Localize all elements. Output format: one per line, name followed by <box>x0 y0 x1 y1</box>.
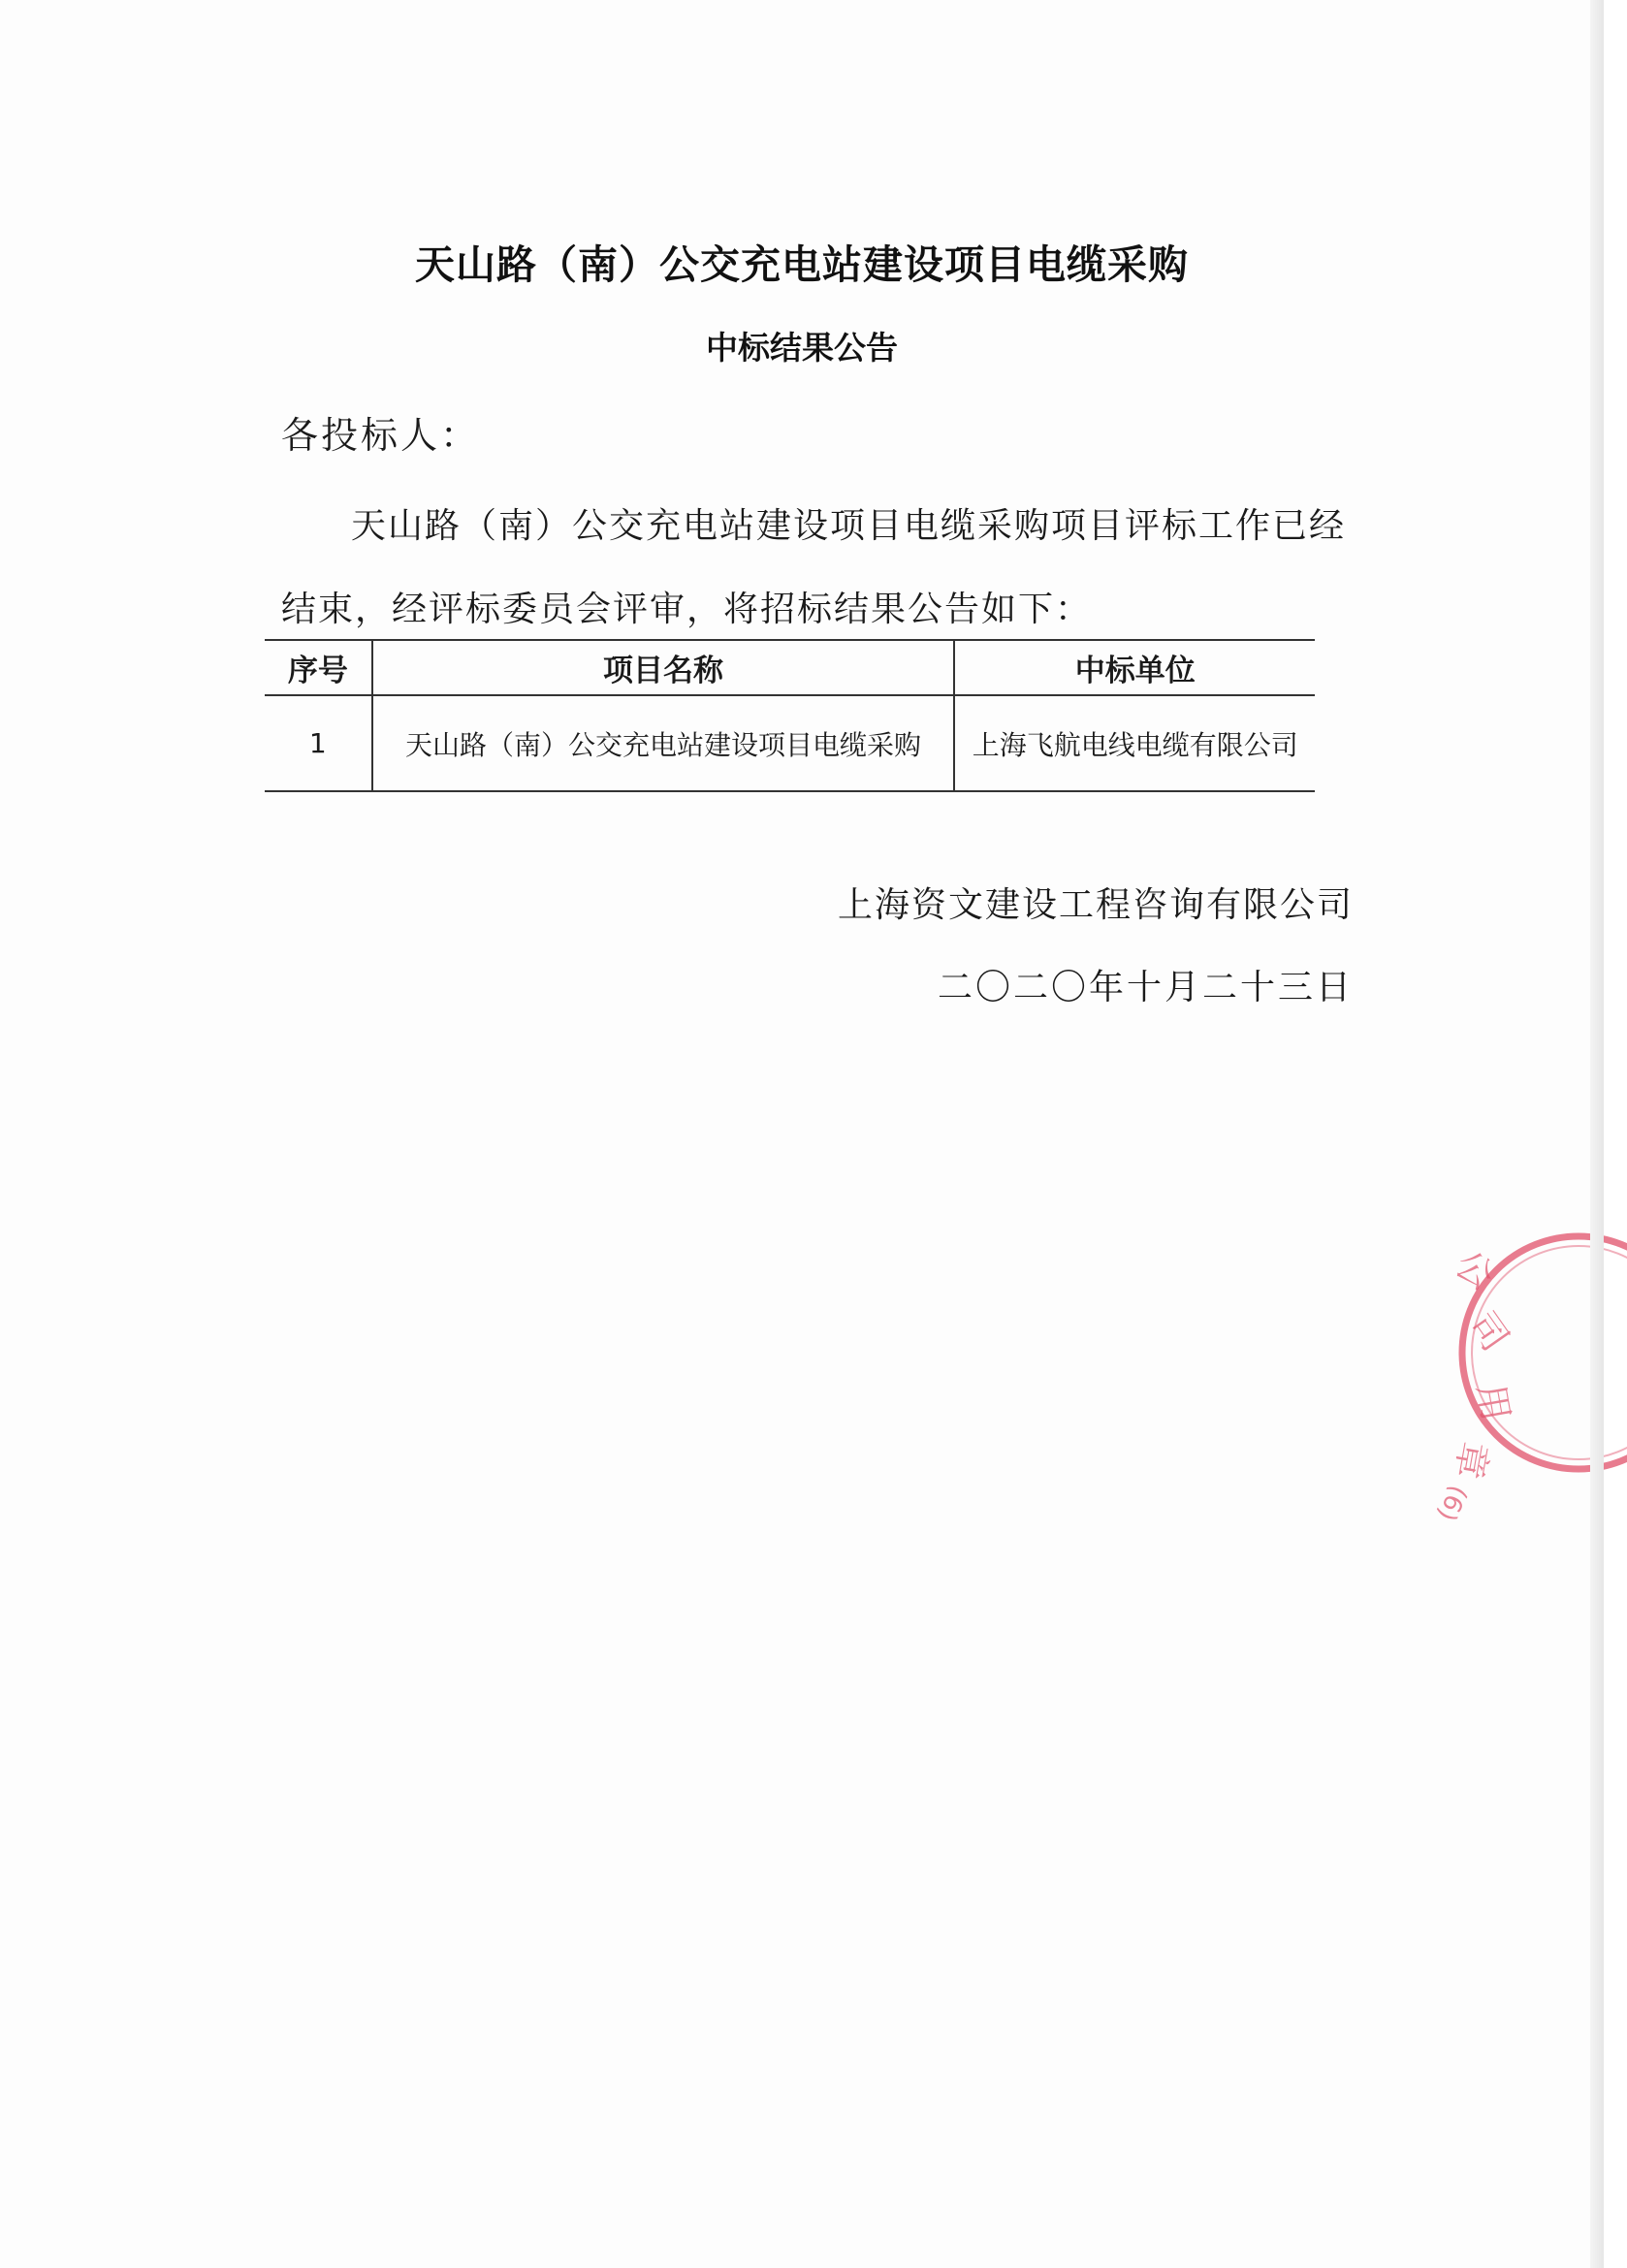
header-serial-number: 序号 <box>287 654 348 688</box>
signing-company: 上海资文建设工程咨询有限公司 <box>837 885 1354 925</box>
table-header-row <box>265 640 1315 695</box>
document-title: 天山路（南）公交充电站建设项目电缆采购 <box>415 241 1189 288</box>
table-row <box>265 695 1315 791</box>
svg-text:司: 司 <box>1460 1303 1517 1359</box>
header-winning-bidder: 中标单位 <box>954 640 1315 695</box>
svg-text:公: 公 <box>1447 1242 1503 1299</box>
cell-winning-bidder: 上海飞航电线电缆有限公司 <box>954 695 1315 791</box>
cell-serial-number: 1 <box>308 727 327 759</box>
scan-edge-shadow <box>1590 0 1604 2268</box>
document-subtitle: 中标结果公告 <box>706 329 898 367</box>
salutation: 各投标人： <box>281 414 481 457</box>
signing-date: 二〇二〇年十月二十三日 <box>937 968 1354 1007</box>
header-project-name: 项目名称 <box>372 640 955 695</box>
results-table <box>265 639 1315 792</box>
svg-text:(6): (6) <box>1431 1481 1473 1526</box>
svg-text:用: 用 <box>1469 1380 1518 1425</box>
announcement-body: 天山路（南）公交充电站建设项目电缆采购项目评标工作已经结束，经评标委员会评审，将招标结果公告如下： <box>281 506 1347 629</box>
svg-text:章: 章 <box>1447 1438 1496 1483</box>
cell-project-name: 天山路（南）公交充电站建设项目电缆采购 <box>372 695 955 791</box>
